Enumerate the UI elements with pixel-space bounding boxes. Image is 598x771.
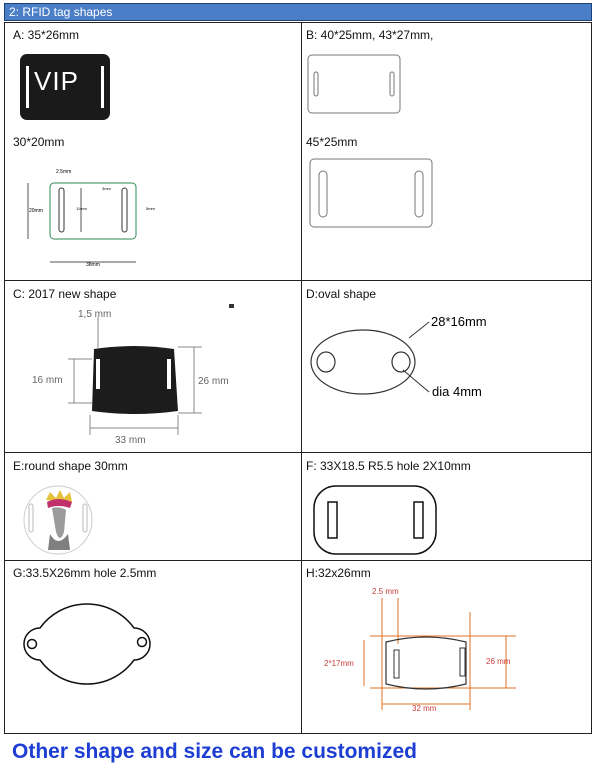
dim-gap: 5mm — [146, 206, 155, 211]
dim-hole: 2.5 mm — [372, 587, 399, 596]
dim-h-left: 2*17mm — [324, 659, 354, 668]
cell-d-label: D:oval shape — [306, 287, 377, 301]
dim-hole: 1,5 mm — [78, 309, 112, 320]
cell-g-label: G:33.5X26mm hole 2.5mm — [13, 566, 157, 580]
dim-h-right: 26 mm — [198, 376, 229, 387]
cell-a-label: A: 35*26mm — [13, 28, 80, 42]
cell-a-sublabel: 30*20mm — [13, 135, 65, 149]
section-header: 2: RFID tag shapes — [4, 3, 592, 21]
dim-h-right: 26 mm — [486, 657, 511, 666]
vip-text: VIP — [34, 66, 79, 96]
vip-slot-left — [26, 66, 29, 108]
tag-c-drawing — [30, 303, 240, 449]
dim-w: 33 mm — [115, 435, 146, 446]
cell-f-label: F: 33X18.5 R5.5 hole 2X10mm — [306, 459, 471, 473]
tag-e-drawing — [20, 484, 100, 556]
row-divider — [5, 560, 591, 561]
dim-h-left: 16 mm — [32, 375, 63, 386]
cell-e-label: E:round shape 30mm — [13, 459, 128, 473]
tag-f-drawing — [312, 484, 442, 558]
row-divider — [5, 280, 591, 281]
tag-b-small — [307, 54, 403, 116]
dim-inner-h: 11mm — [76, 206, 87, 211]
dim-hole-w: 2.5mm — [56, 169, 72, 175]
column-divider — [301, 23, 302, 733]
cell-b-label: B: 40*25mm, 43*27mm, — [306, 28, 434, 42]
cell-h-label: H:32x26mm — [306, 566, 371, 580]
tag-h-drawing — [320, 584, 530, 724]
tag-b-large — [309, 158, 435, 230]
vip-slot-right — [101, 66, 104, 108]
dim-h: 20mm — [29, 208, 43, 214]
footer-note: Other shape and size can be customized — [12, 740, 417, 763]
row-divider — [5, 452, 591, 453]
tag-a-drawing — [26, 162, 156, 270]
tag-g-drawing — [16, 588, 166, 708]
oval-size: 28*16mm — [431, 314, 487, 329]
vip-tag — [20, 54, 110, 120]
dim-inner-w: 3mm — [102, 186, 111, 191]
cell-b-sublabel: 45*25mm — [306, 135, 358, 149]
cell-c-label: C: 2017 new shape — [13, 287, 117, 301]
dim-w: 38mm — [86, 262, 100, 268]
oval-hole: dia 4mm — [432, 384, 482, 399]
tag-d-drawing — [305, 308, 505, 408]
dim-w: 32 mm — [412, 704, 437, 713]
